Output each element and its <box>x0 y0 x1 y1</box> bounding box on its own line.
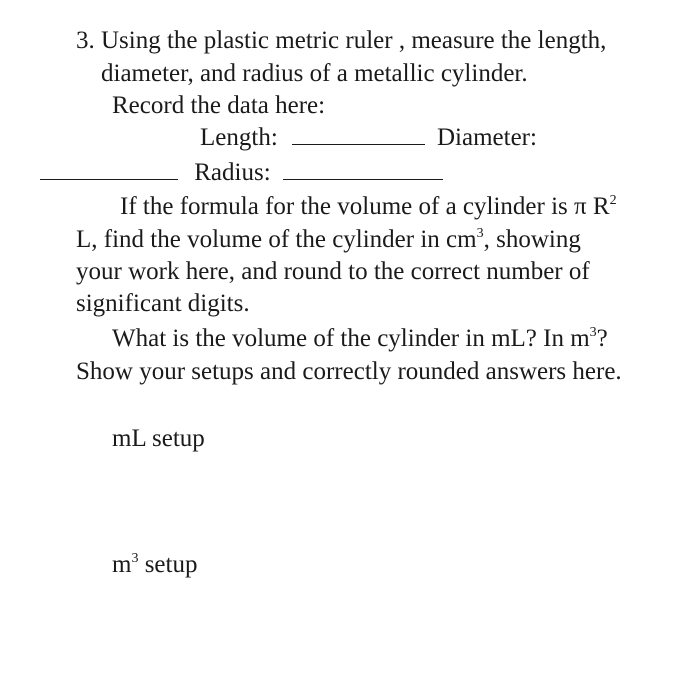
length-row <box>200 125 425 150</box>
m3-setup-text: setup <box>138 551 198 578</box>
diameter-answer-blank <box>40 178 178 180</box>
question-intro-text-1: Using the plastic metric ruler , measure the length, <box>101 27 607 54</box>
cm-cubed-superscript: 3 <box>476 226 484 241</box>
question-intro-line-1 <box>76 28 606 53</box>
m3-setup-unit: m <box>112 551 132 578</box>
length-answer-blank <box>292 143 425 145</box>
m-cubed-superscript: 3 <box>589 325 597 340</box>
question-intro-line-2: diameter, and radius of a metallic cylinder. <box>101 60 528 87</box>
volume-prompt-text-2-post: , showing <box>483 226 581 253</box>
radius-label: Radius: <box>194 159 271 186</box>
conversion-prompt-text-1-pre: What is the volume of the cylinder in mL? In m <box>112 325 590 352</box>
conversion-prompt-line-1 <box>112 326 608 351</box>
volume-prompt-line-4: significant digits. <box>76 290 250 317</box>
volume-prompt-line-2 <box>76 227 581 252</box>
m3-setup-superscript: 3 <box>131 551 139 566</box>
record-prompt: Record the data here: <box>112 92 326 119</box>
m3-setup-label <box>112 552 197 577</box>
question-number: 3. <box>76 27 95 54</box>
volume-prompt-line-3: your work here, and round to the correct number of <box>76 258 590 285</box>
radius-row <box>40 160 443 185</box>
r-squared-superscript: 2 <box>609 193 617 208</box>
conversion-prompt-text-1-post: ? <box>596 325 608 352</box>
volume-prompt-text-1: If the formula for the volume of a cylinder is π R <box>120 193 610 220</box>
length-label: Length: <box>200 124 278 151</box>
diameter-label: Diameter: <box>437 124 537 151</box>
volume-prompt-line-1 <box>120 194 617 219</box>
ml-setup-label: mL setup <box>112 425 205 452</box>
radius-answer-blank <box>283 178 443 180</box>
volume-prompt-text-2-pre: L, find the volume of the cylinder in cm <box>76 226 477 253</box>
conversion-prompt-line-2: Show your setups and correctly rounded answers here. <box>76 358 622 385</box>
